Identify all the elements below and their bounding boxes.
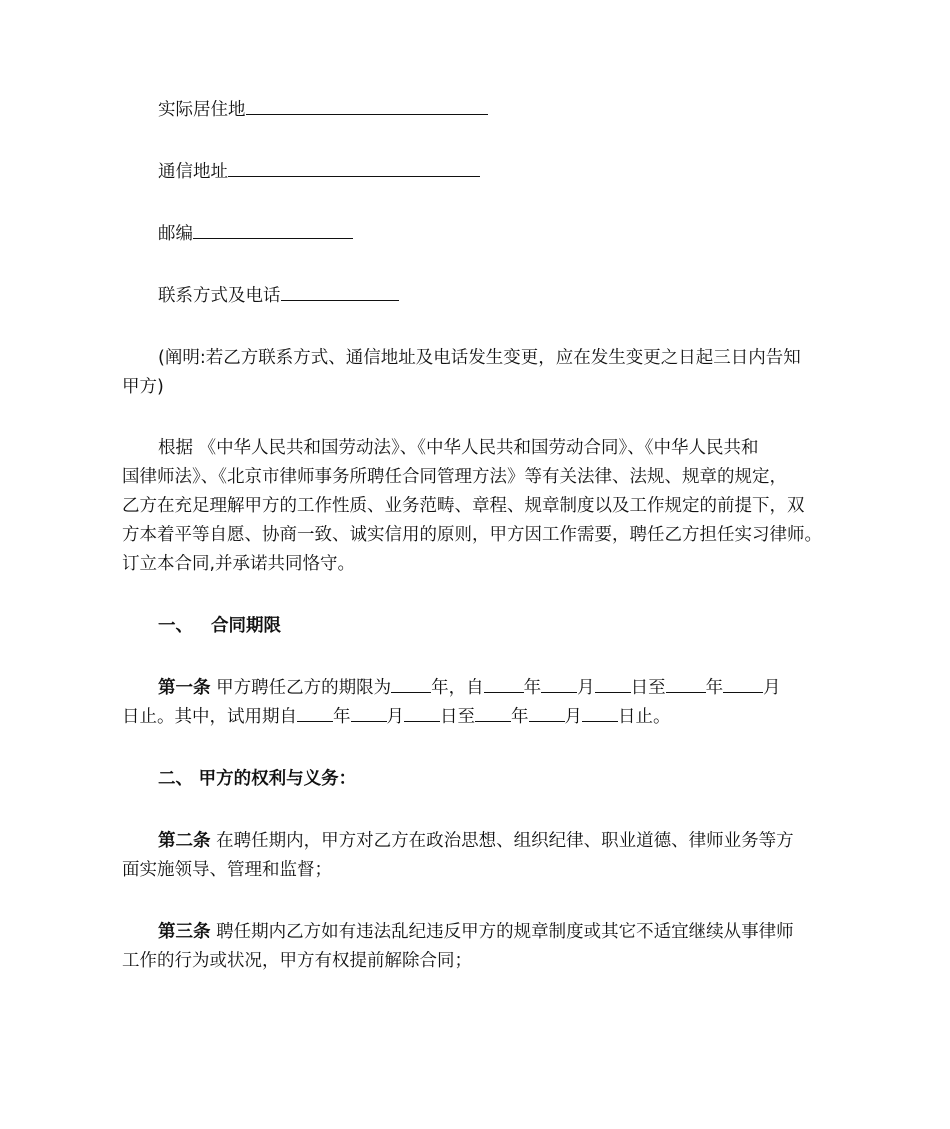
residence-label: 实际居住地 [158,100,246,120]
preamble-line-3: 乙方在充足理解甲方的工作性质、业务范畴、章程、规章制度以及工作规定的前提下，双 [122,496,805,516]
section-1-heading [122,611,868,642]
article-3-label: 第三条 [158,922,211,942]
month-unit: 月 [386,707,404,727]
residence-field [122,95,868,126]
month-unit: 月 [763,678,781,698]
month-unit: 月 [577,678,595,698]
probation-end-day-blank[interactable] [582,703,618,722]
probation-start-month-blank[interactable] [351,703,387,722]
section-1-title: 合同期限 [211,616,281,636]
probation-start-day-blank[interactable] [404,703,440,722]
to-text: 至 [457,707,475,727]
section-2-heading [122,764,868,795]
article-3-line-2: 工作的行为或状况，甲方有权提前解除合同； [122,951,472,971]
article-1-label: 第一条 [158,678,211,698]
start-year-blank[interactable] [484,674,524,693]
article-2-line-1 [122,826,868,857]
probation-start-year-blank[interactable] [297,703,333,722]
section-1-number: 一、 [158,616,193,636]
postcode-field [122,219,868,250]
month-unit: 月 [564,707,582,727]
start-month-blank[interactable] [541,674,577,693]
mail-address-blank[interactable] [228,158,480,177]
preamble-line-5: 订立本合同,并承诺共同恪守。 [122,554,356,574]
article-1-line-2 [122,702,832,733]
year-unit: 年 [333,707,351,727]
end-year-blank[interactable] [666,674,706,693]
term-years-blank[interactable] [391,674,431,693]
mail-address-label: 通信地址 [158,162,228,182]
article-2-line-2: 面实施领导、管理和监督； [122,860,332,880]
article-2-label: 第二条 [158,831,211,851]
to-text: 至 [648,678,666,698]
mail-address-field [122,157,868,188]
probation-text: 日止。其中，试用期自 [122,707,297,727]
preamble-line-1: 根据 《中华人民共和国劳动法》、《中华人民共和国劳动合同》、《中华人民共和 [158,438,759,458]
contact-field [122,281,868,312]
note-line-2: 甲方) [122,377,164,397]
day-unit: 日 [440,707,458,727]
section-2-number: 二、 [158,769,193,789]
article-1-line-1 [122,673,868,704]
probation-end-year-blank[interactable] [475,703,511,722]
postcode-label: 邮编 [158,224,193,244]
year-unit: 年 [431,678,449,698]
article-1-text: 甲方聘任乙方的期限为 [216,678,392,698]
article-3-line-1 [122,917,868,948]
day-unit: 日 [630,678,649,698]
preamble-line-2: 国律师法》、《北京市律师事务所聘任合同管理方法》等有关法律、法规、规章的规定， [122,467,787,487]
year-unit: 年 [705,678,724,698]
year-unit: 年 [511,707,529,727]
note-line-1: (阐明:若乙方联系方式、通信地址及电话发生变更，应在发生变更之日起三日内告知 [158,348,801,368]
contact-label: 联系方式及电话 [158,286,281,306]
postcode-blank[interactable] [193,220,353,239]
year-unit: 年 [523,678,542,698]
article-2-text-1: 在聘任期内，甲方对乙方在政治思想、组织纪律、职业道德、律师业务等方 [216,831,794,851]
start-day-blank[interactable] [595,674,631,693]
probation-end-month-blank[interactable] [529,703,565,722]
contact-blank[interactable] [281,282,399,301]
residence-blank[interactable] [246,96,488,115]
from-text: ，自 [448,678,484,698]
section-2-title: 甲方的权利与义务： [198,769,357,789]
preamble-line-4: 方本着平等自愿、协商一致、诚实信用的原则，甲方因工作需要，聘任乙方担任实习律师。 [122,525,822,545]
end-month-blank[interactable] [723,674,763,693]
end-text: 日止。 [618,707,671,727]
article-3-text-1: 聘任期内乙方如有违法乱纪违反甲方的规章制度或其它不适宜继续从事律师 [216,922,794,942]
